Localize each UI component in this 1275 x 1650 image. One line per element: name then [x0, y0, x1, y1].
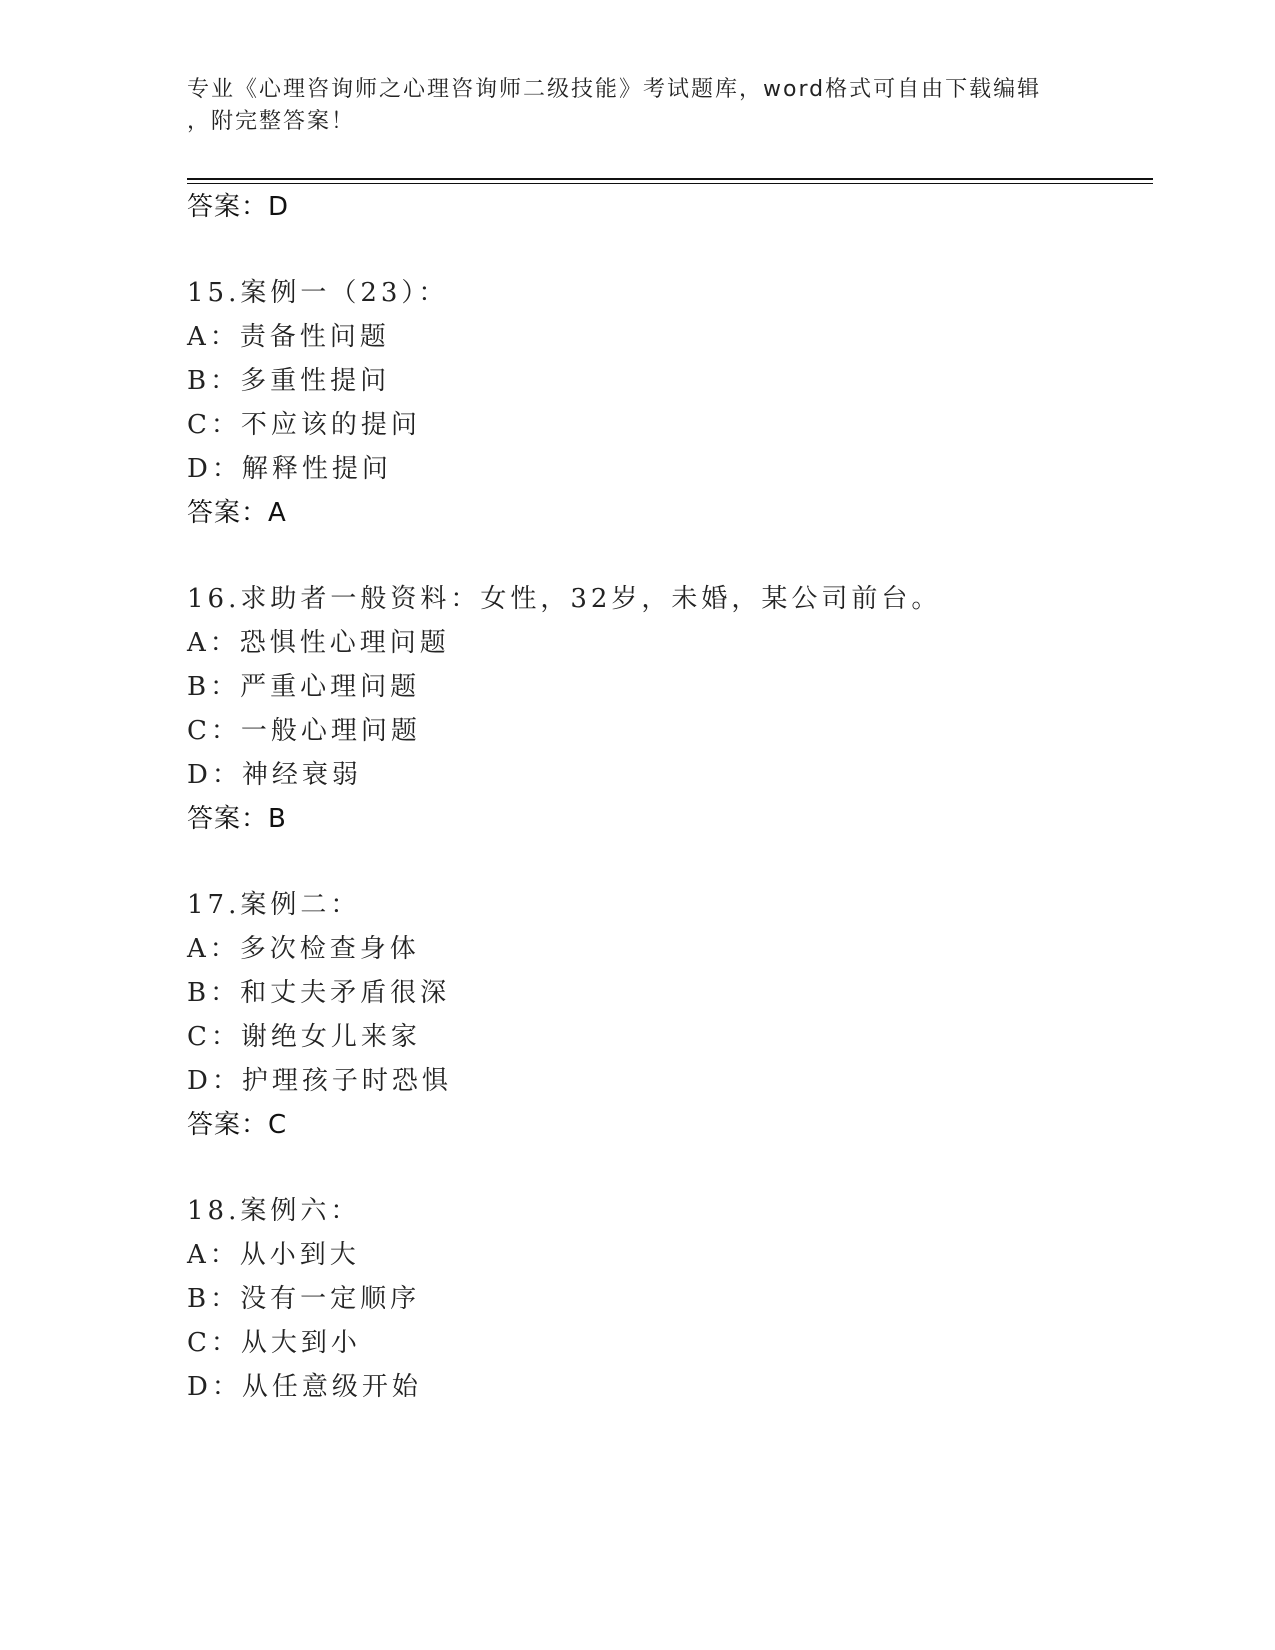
question-18-option-d: D：从任意级开始	[187, 1372, 422, 1402]
answer-16: 答案：B	[187, 804, 287, 834]
question-15-option-b: B：多重性提问	[187, 366, 391, 396]
question-15-option-d: D：解释性提问	[187, 454, 392, 484]
document-header	[187, 74, 1087, 138]
question-15-stem: 15.案例一（23）：	[187, 278, 449, 308]
answer-14: 答案：D	[187, 192, 290, 222]
question-17-option-c: C：谢绝女儿来家	[187, 1022, 421, 1052]
question-18-option-c: C：从大到小	[187, 1328, 361, 1358]
question-18-option-a: A：从小到大	[187, 1240, 360, 1270]
answer-15: 答案：A	[187, 498, 287, 528]
question-18-stem: 18.案例六：	[187, 1196, 361, 1226]
question-16-option-c: C：一般心理问题	[187, 716, 421, 746]
question-15-option-c: C：不应该的提问	[187, 410, 421, 440]
question-17-option-b: B：和丈夫矛盾很深	[187, 978, 451, 1008]
answer-17: 答案：C	[187, 1110, 288, 1140]
question-15-option-a: A：责备性问题	[187, 322, 390, 352]
header-divider-thin	[187, 183, 1153, 184]
question-16-stem: 16.求助者一般资料：女性，32岁，未婚，某公司前台。	[187, 584, 942, 614]
question-16-option-a: A：恐惧性心理问题	[187, 628, 450, 658]
question-17-stem: 17.案例二：	[187, 890, 361, 920]
question-16-option-b: B：严重心理问题	[187, 672, 421, 702]
question-17-option-d: D：护理孩子时恐惧	[187, 1066, 452, 1096]
header-line-1: 专业《心理咨询师之心理咨询师二级技能》考试题库，word格式可自由下载编辑	[187, 77, 1042, 102]
question-18-option-b: B：没有一定顺序	[187, 1284, 421, 1314]
header-divider-thick	[187, 178, 1153, 180]
question-16-option-d: D：神经衰弱	[187, 760, 362, 790]
header-line-2: ，附完整答案！	[187, 109, 356, 134]
question-17-option-a: A：多次检查身体	[187, 934, 420, 964]
